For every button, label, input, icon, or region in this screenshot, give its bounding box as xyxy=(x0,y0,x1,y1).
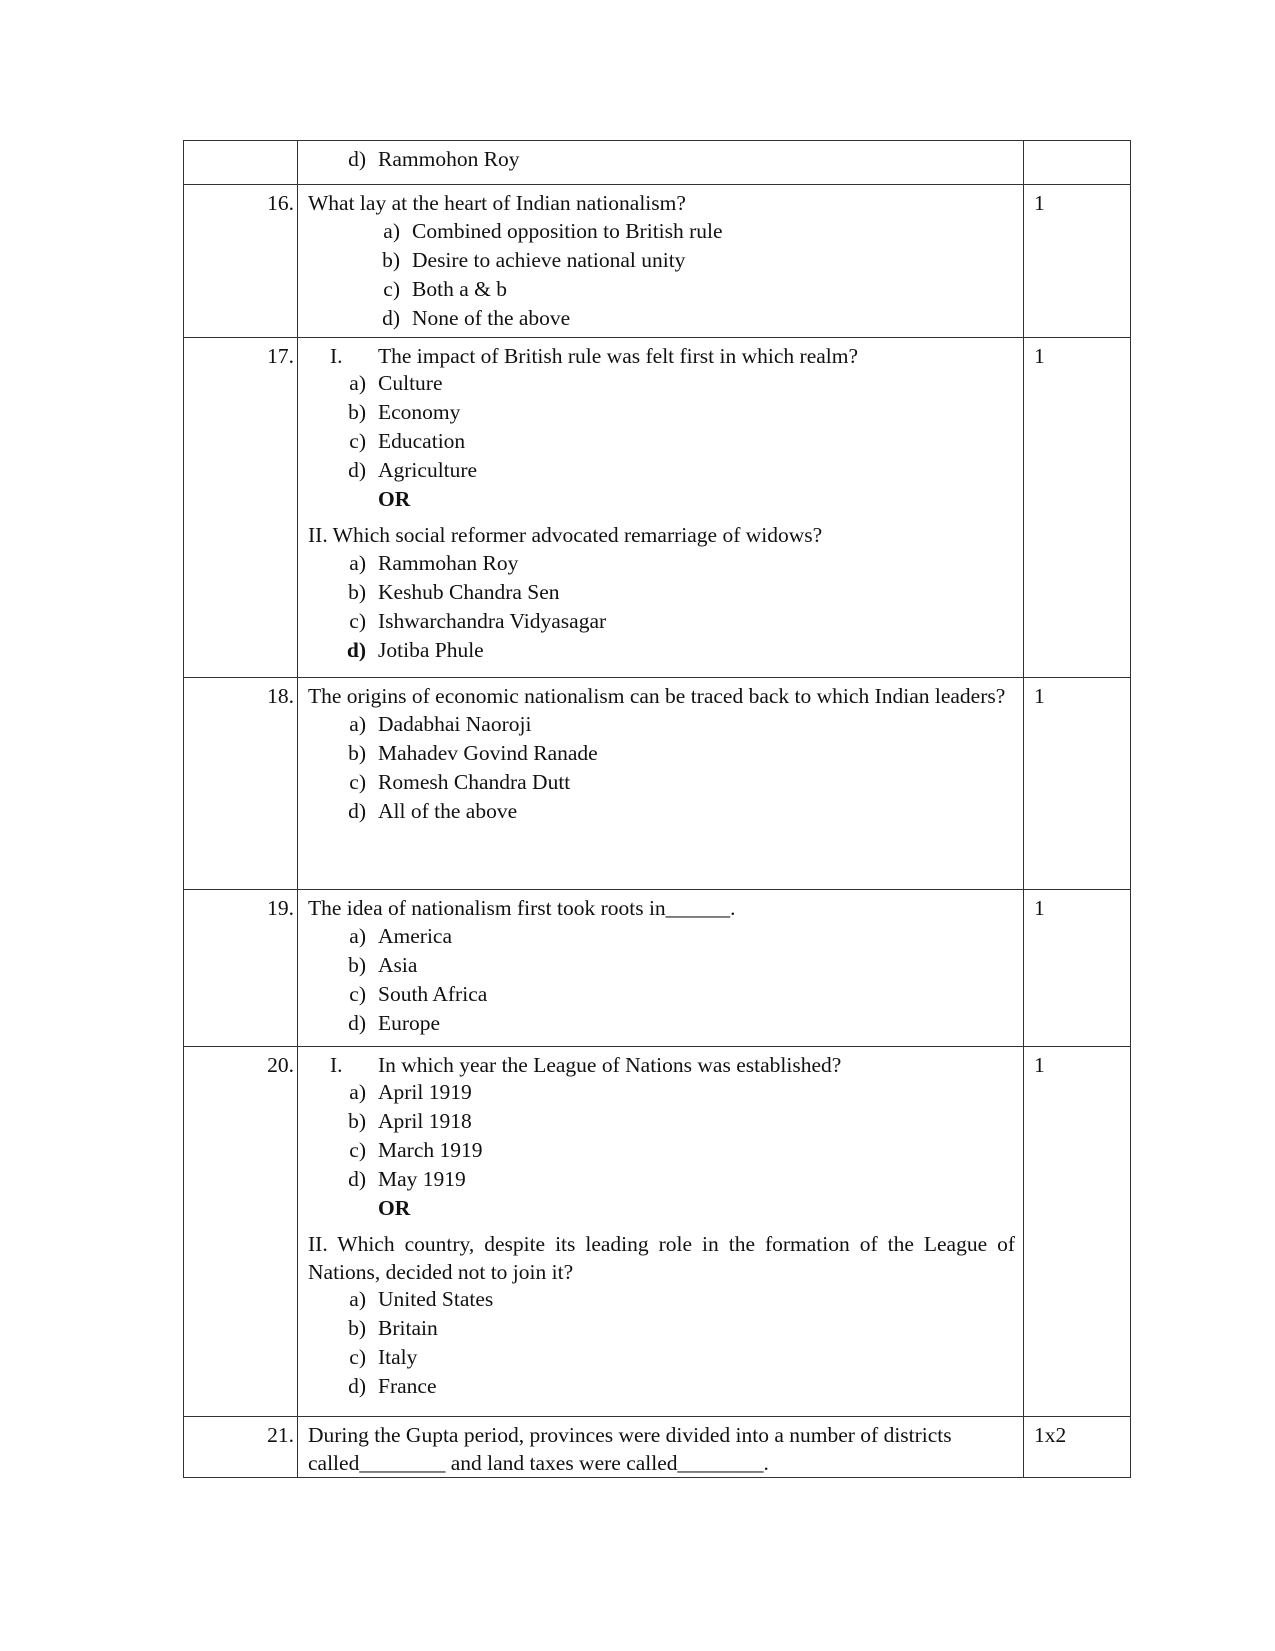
option-list xyxy=(308,550,1015,666)
option xyxy=(308,1137,1015,1166)
option-letter: d) xyxy=(348,1374,366,1398)
question-stem: The idea of nationalism first took roots in______. xyxy=(308,896,736,920)
question-stem: In which year the League of Nations was established? xyxy=(378,1053,842,1077)
option xyxy=(308,952,1015,981)
question-stem: II. Which country, despite its leading role in the formation of the League of Nations, decided not to join it? xyxy=(308,1232,1015,1284)
option-text: March 1919 xyxy=(378,1138,483,1162)
option xyxy=(308,146,1015,175)
option-letter: a) xyxy=(349,923,366,948)
option-list xyxy=(308,1079,1015,1195)
option-letter: c) xyxy=(349,429,366,453)
option-text: Combined opposition to British rule xyxy=(412,218,723,243)
option xyxy=(308,1344,1015,1373)
question-cell xyxy=(298,185,1024,338)
option-letter: a) xyxy=(349,550,366,575)
option-text: France xyxy=(378,1374,437,1398)
table-row xyxy=(184,1417,1131,1478)
option-letter: d) xyxy=(348,798,366,823)
option xyxy=(308,276,1015,305)
marks-cell: 1 xyxy=(1024,1047,1131,1417)
option xyxy=(308,1373,1015,1402)
option-letter: c) xyxy=(383,276,400,301)
option-letter: b) xyxy=(348,1316,366,1340)
question-cell xyxy=(298,890,1024,1047)
option xyxy=(308,608,1015,637)
option-letter: a) xyxy=(349,711,366,736)
option-letter: b) xyxy=(348,952,366,977)
option-text: Rammohon Roy xyxy=(378,147,520,171)
option-text: Economy xyxy=(378,400,461,424)
sub-question xyxy=(308,1052,1015,1079)
option-letter: a) xyxy=(349,371,366,395)
option-letter: a) xyxy=(349,1080,366,1104)
option xyxy=(308,923,1015,952)
option-text: Jotiba Phule xyxy=(378,637,484,662)
question-cell xyxy=(298,1417,1024,1478)
option-text: Romesh Chandra Dutt xyxy=(378,769,571,794)
option-letter: b) xyxy=(348,1109,366,1133)
sub-question xyxy=(308,343,1015,370)
option xyxy=(308,798,1015,827)
option-text: April 1918 xyxy=(378,1109,472,1133)
question-table xyxy=(183,140,1131,1478)
option xyxy=(308,550,1015,579)
option xyxy=(308,637,1015,666)
option-text: Britain xyxy=(378,1316,438,1340)
option xyxy=(308,711,1015,740)
option xyxy=(308,428,1015,457)
or-separator: OR xyxy=(378,1196,411,1220)
option xyxy=(308,981,1015,1010)
marks-cell: 1 xyxy=(1024,678,1131,890)
option xyxy=(308,1010,1015,1039)
option-text: May 1919 xyxy=(378,1167,466,1191)
option-letter: c) xyxy=(349,1138,366,1162)
option-letter: b) xyxy=(382,247,400,272)
question-number: 20. xyxy=(184,1047,298,1417)
option-text: Dadabhai Naoroji xyxy=(378,711,532,736)
marks-cell: 1x2 xyxy=(1024,1417,1131,1478)
option-text: Rammohan Roy xyxy=(378,550,519,575)
table-row xyxy=(184,141,1131,185)
question-cell xyxy=(298,141,1024,185)
option-letter: c) xyxy=(349,608,366,633)
option-list xyxy=(308,923,1015,1039)
question-number: 19. xyxy=(184,890,298,1047)
option xyxy=(308,1315,1015,1344)
option-list xyxy=(308,1286,1015,1402)
table-row xyxy=(184,890,1131,1047)
option-letter: c) xyxy=(349,981,366,1006)
question-cell xyxy=(298,678,1024,890)
option-text: Asia xyxy=(378,952,418,977)
question-stem: What lay at the heart of Indian nationalism? xyxy=(308,191,686,215)
question-number xyxy=(184,141,298,185)
option-letter: d) xyxy=(348,147,366,171)
option-list xyxy=(308,218,1015,334)
option-text: All of the above xyxy=(378,798,518,823)
option-list xyxy=(308,146,1015,175)
option-letter: a) xyxy=(349,1287,366,1311)
option xyxy=(308,247,1015,276)
question-stem: During the Gupta period, provinces were divided into a number of districts called________ and land taxes were called________. xyxy=(308,1423,952,1475)
question-cell xyxy=(298,338,1024,678)
option-letter: b) xyxy=(348,740,366,765)
option-letter: c) xyxy=(349,769,366,794)
marks-cell: 1 xyxy=(1024,185,1131,338)
option xyxy=(308,769,1015,798)
option-letter: a) xyxy=(383,218,400,243)
option-text: Desire to achieve national unity xyxy=(412,247,686,272)
option-letter: c) xyxy=(349,1345,366,1369)
option-text: None of the above xyxy=(412,305,571,330)
option xyxy=(308,740,1015,769)
question-number: 21. xyxy=(184,1417,298,1478)
option xyxy=(308,218,1015,247)
table-row xyxy=(184,1047,1131,1417)
option-text: Education xyxy=(378,429,466,453)
option-letter: b) xyxy=(348,400,366,424)
option xyxy=(308,579,1015,608)
roman-numeral: I. xyxy=(330,1053,343,1077)
question-number: 18. xyxy=(184,678,298,890)
table-row xyxy=(184,338,1131,678)
option-letter: d) xyxy=(348,1167,366,1191)
question-number: 16. xyxy=(184,185,298,338)
option-text: Agriculture xyxy=(378,458,478,482)
question-number: 17. xyxy=(184,338,298,678)
option-text: United States xyxy=(378,1287,494,1311)
option-text: Culture xyxy=(378,371,443,395)
or-separator: OR xyxy=(378,487,411,511)
option xyxy=(308,457,1015,486)
option-letter: d) xyxy=(346,637,366,662)
option-text: Ishwarchandra Vidyasagar xyxy=(378,608,607,633)
option-text: Mahadev Govind Ranade xyxy=(378,740,598,765)
option-list xyxy=(308,370,1015,486)
option xyxy=(308,1286,1015,1315)
marks-cell: 1 xyxy=(1024,890,1131,1047)
option xyxy=(308,370,1015,399)
question-stem: The impact of British rule was felt first in which realm? xyxy=(378,344,859,368)
option-text: Keshub Chandra Sen xyxy=(378,579,560,604)
marks-cell xyxy=(1024,141,1131,185)
option xyxy=(308,1079,1015,1108)
option-text: April 1919 xyxy=(378,1080,472,1104)
question-stem: II. Which social reformer advocated remarriage of widows? xyxy=(308,523,823,547)
option-text: Europe xyxy=(378,1010,441,1035)
option xyxy=(308,1108,1015,1137)
roman-numeral: I. xyxy=(330,344,343,368)
question-stem: The origins of economic nationalism can be traced back to which Indian leaders? xyxy=(308,684,1006,708)
option-text: Both a & b xyxy=(412,276,507,301)
option-list xyxy=(308,711,1015,827)
marks-cell: 1 xyxy=(1024,338,1131,678)
option-letter: b) xyxy=(348,579,366,604)
option-text: America xyxy=(378,923,453,948)
table-row xyxy=(184,678,1131,890)
option xyxy=(308,305,1015,334)
option xyxy=(308,1166,1015,1195)
option-letter: d) xyxy=(348,1010,366,1035)
option-text: Italy xyxy=(378,1345,418,1369)
option-letter: d) xyxy=(382,305,400,330)
option-text: South Africa xyxy=(378,981,488,1006)
option-letter: d) xyxy=(348,458,366,482)
question-cell xyxy=(298,1047,1024,1417)
option xyxy=(308,399,1015,428)
table-row xyxy=(184,185,1131,338)
